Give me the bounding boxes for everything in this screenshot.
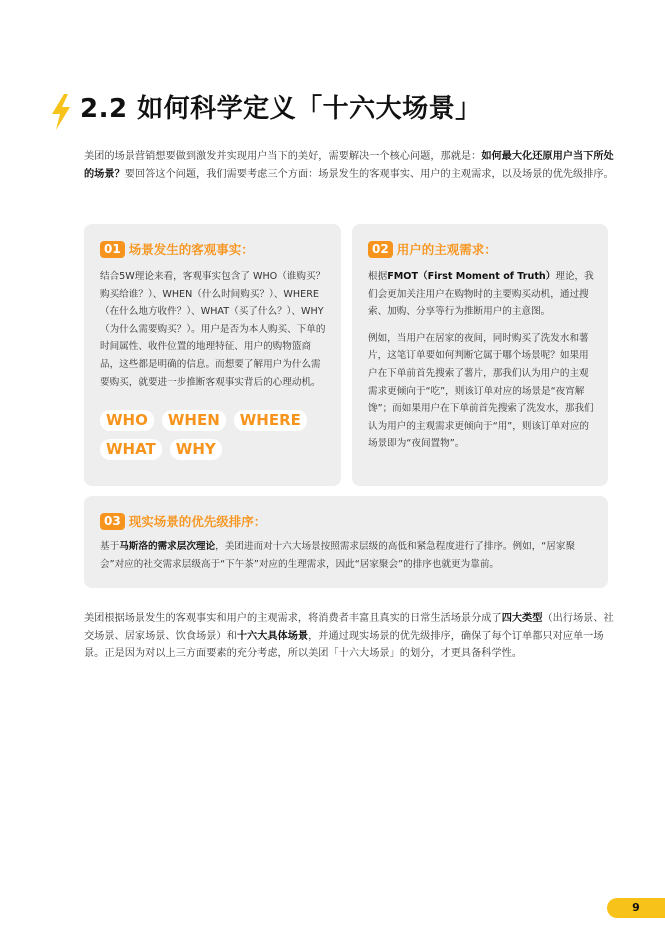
card-title: 场景发生的客观事实： bbox=[128, 242, 254, 257]
tag-where: WHERE bbox=[234, 410, 307, 431]
paragraph: 根据FMOT（First Moment of Truth）理论，我们会更加关注用户在购物时的主要购买动机，通过搜索、加购、分享等行为推断用户的主意图。 bbox=[368, 271, 594, 318]
priority-ranking-card bbox=[84, 496, 608, 588]
tag-who: WHO bbox=[100, 410, 154, 431]
section-number-badge: 01 bbox=[100, 241, 125, 258]
section-number-badge: 03 bbox=[100, 513, 125, 530]
intro-paragraph: 美团的场景营销想要做到激发并实现用户当下的美好，需要解决一个核心问题，那就是：如何最大化还原用户当下所处的场景？要回答这个问题，我们需要考虑三个方面：场景发生的客观事实、用户的主观需求，以及场景的优先级排序。 bbox=[84, 151, 614, 180]
lightning-bolt-icon bbox=[50, 94, 72, 130]
objective-facts-card bbox=[84, 224, 341, 486]
card-heading bbox=[100, 240, 254, 258]
subjective-needs-card bbox=[352, 224, 608, 486]
conclusion-paragraph: 美团根据场景发生的客观事实和用户的主观需求，将消费者丰富且真实的日常生活场景分成了四大类型（出行场景、社交场景、居家场景、饮食场景）和十六大具体场景，并通过现实场景的优先级排序，确保了每个订单都只对应单一场景。正是因为对以上三方面要素的充分考虑，所以美团「十六大场景」的划分，才更具备科学性。 bbox=[84, 613, 614, 659]
5w-tags bbox=[100, 410, 330, 468]
page-title: 2.2 如何科学定义「十六大场景」 bbox=[80, 94, 482, 124]
tag-why: WHY bbox=[170, 439, 222, 460]
card-text: 结合5W理论来看，客观事实包含了 WHO（谁购买？购买给谁？）、WHEN（什么时间购买？）、WHERE（在什么地方收件？）、WHAT（买了什么？）、WHY（为什么需要购买？）。用户是否为本人购买、下单的时间属性、收件位置的地理特征、用户的购物篮商品，这些都是明确的信息。而想要了解用户为什么需要购买，就要进一步推断客观事实背后的心理动机。 bbox=[100, 271, 326, 388]
tag-when: WHEN bbox=[162, 410, 226, 431]
page-number: 9 bbox=[607, 898, 665, 918]
card-title: 现实场景的优先级排序： bbox=[128, 514, 267, 529]
tag-what: WHAT bbox=[100, 439, 162, 460]
card-text: 基于马斯洛的需求层次理论，美团进而对十六大场景按照需求层级的高低和紧急程度进行了排序。例如，“居家聚会”对应的社交需求层级高于“下午茶”对应的生理需求，因此“居家聚会”的排序也就更为靠前。 bbox=[100, 541, 576, 570]
tag-row bbox=[100, 439, 330, 460]
card-text bbox=[368, 268, 594, 462]
card-heading bbox=[368, 240, 497, 258]
paragraph: 例如，当用户在居家的夜间，同时购买了洗发水和薯片，这笔订单要如何判断它属于哪个场景呢？如果用户在下单前首先搜索了薯片，那我们认为用户的主观需求更倾向于“吃”，则该订单对应的场景是“夜宵解馋”；而如果用户在下单前首先搜索了洗发水，那我们认为用户的主观需求更倾向于“用”，则该订单对应的场景即为“夜间置物”。 bbox=[368, 332, 594, 450]
card-heading bbox=[100, 512, 266, 530]
tag-row bbox=[100, 410, 330, 431]
card-title: 用户的主观需求： bbox=[396, 242, 497, 257]
section-number-badge: 02 bbox=[368, 241, 393, 258]
